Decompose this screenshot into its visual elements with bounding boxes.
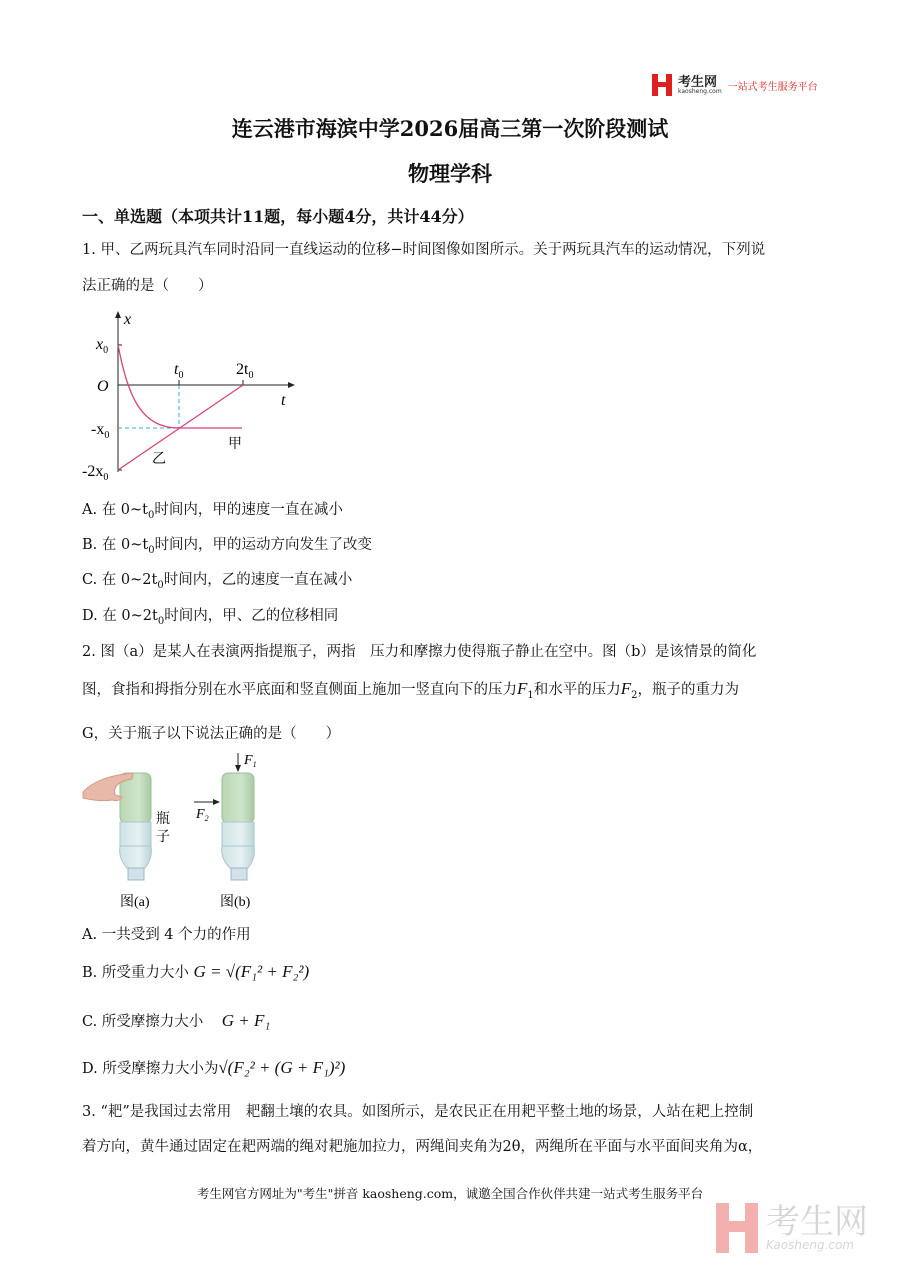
logo-text: 考生网 (678, 74, 718, 90)
q1-text-1: 1. 甲、乙两玩具汽车同时沿同一直线运动的位移−时间图像如图所示。关于两玩具汽车的运动情况，下列说 (82, 242, 766, 258)
curve-jia (118, 345, 242, 428)
svg-text:F2: $F_2$ (196, 807, 209, 823)
q2-option-b[interactable]: B. 所受重力大小 G = √(F₁² + F₂²) (82, 962, 310, 981)
svg-text:子: 子 (156, 829, 170, 845)
q1-text-2: 法正确的是（ ） (82, 278, 213, 294)
section-heading: 一、单选题（本项共计11题，每小题4分，共计44分） (82, 207, 474, 226)
q1-option-c[interactable]: C. 在 $0\sim 2t_0$时间内，乙的速度一直在减小 (82, 572, 353, 591)
q2-text-1: 2. 图（a）是某人在表演两指提瓶子，两指 压力和摩擦力使得瓶子静止在空中。图（b）是该情景的简化 (82, 644, 757, 660)
watermark-logo-icon (716, 1203, 758, 1253)
svg-text:F1: $F_1$ (244, 753, 257, 769)
q2-text-3: G，关于瓶子以下说法正确的是（ ） (82, 726, 341, 742)
page-subtitle: 物理学科 (408, 161, 492, 186)
option-b-formula: G = √(F₁² + F₂²) (193, 962, 310, 981)
x-label: x (124, 311, 132, 328)
option-d-formula: √(F₂² + (G + F₁)²) (218, 1058, 346, 1077)
q1-option-b[interactable]: B. 在 $0\sim t_0$时间内，甲的运动方向发生了改变 (82, 537, 373, 556)
svg-text:瓶: 瓶 (156, 811, 170, 827)
option-c-formula: G + F₁ (221, 1011, 271, 1030)
tick-x0: $x_0$ (96, 336, 109, 356)
tick-neg-x0: $-x_0$ (91, 421, 110, 441)
fig-b-caption: 图(b) (220, 895, 251, 910)
q2-bottle-figures (70, 750, 290, 920)
logo-sub: kaosheng.com (678, 87, 722, 95)
q3-text-2: 着方向，黄牛通过固定在耙两端的绳对耙施加拉力，两绳间夹角为2θ，两绳所在平面与水平面间夹角为α， (82, 1139, 763, 1155)
q1-option-d[interactable]: D. 在 $0\sim 2t_0$时间内，甲、乙的位移相同 (82, 608, 339, 627)
page-footer: 考生网官方网址为"考生"拼音 kaosheng.com，诚邀全国合作伙伴共建一站式考生服务平台 (196, 1186, 704, 1201)
header-logo (652, 74, 818, 96)
q1-option-a[interactable]: A. 在 $0\sim t_0$时间内，甲的速度一直在减小 (82, 502, 343, 521)
fig-a-caption: 图(a) (120, 895, 150, 910)
q2-option-a[interactable]: A. 一共受到 4 个力的作用 (82, 927, 251, 943)
label-jia: 甲 (228, 436, 242, 452)
t-label: t (281, 392, 286, 409)
watermark: 考生网 Kaosheng.com (716, 1203, 868, 1253)
q3-text-1: 3. “耙”是我国过去常用 耙翻土壤的农具。如图所示，是农民正在用耙平整土地的场景，人站在耙上控制 (82, 1104, 754, 1120)
q2-option-c[interactable]: C. 所受摩擦力大小 G + F₁ (82, 1011, 271, 1030)
q2-text-2: 图，食指和拇指分别在水平底面和竖直侧面上施加一竖直向下的压力$F_1$和水平的压力$F_2$，瓶子的重力为 (82, 679, 740, 701)
tick-2t0: $2t_0$ (236, 361, 254, 381)
kaosheng-logo-icon (652, 74, 672, 96)
tick-t0: $t_0$ (174, 361, 184, 381)
label-yi: 乙 (152, 451, 166, 467)
bottle-a (83, 773, 170, 910)
slogan: 一站式考生服务平台 (727, 81, 818, 93)
page-title: 连云港市海滨中学2026届高三第一次阶段测试 (231, 116, 669, 141)
tick-neg-2x0: $-2x_0$ (82, 463, 109, 483)
origin-label: O (97, 378, 109, 395)
q2-option-d[interactable]: D. 所受摩擦力大小为√(F₂² + (G + F₁)²) (82, 1058, 346, 1077)
q1-xt-graph (0, 0, 320, 500)
bottle-b (194, 753, 257, 910)
